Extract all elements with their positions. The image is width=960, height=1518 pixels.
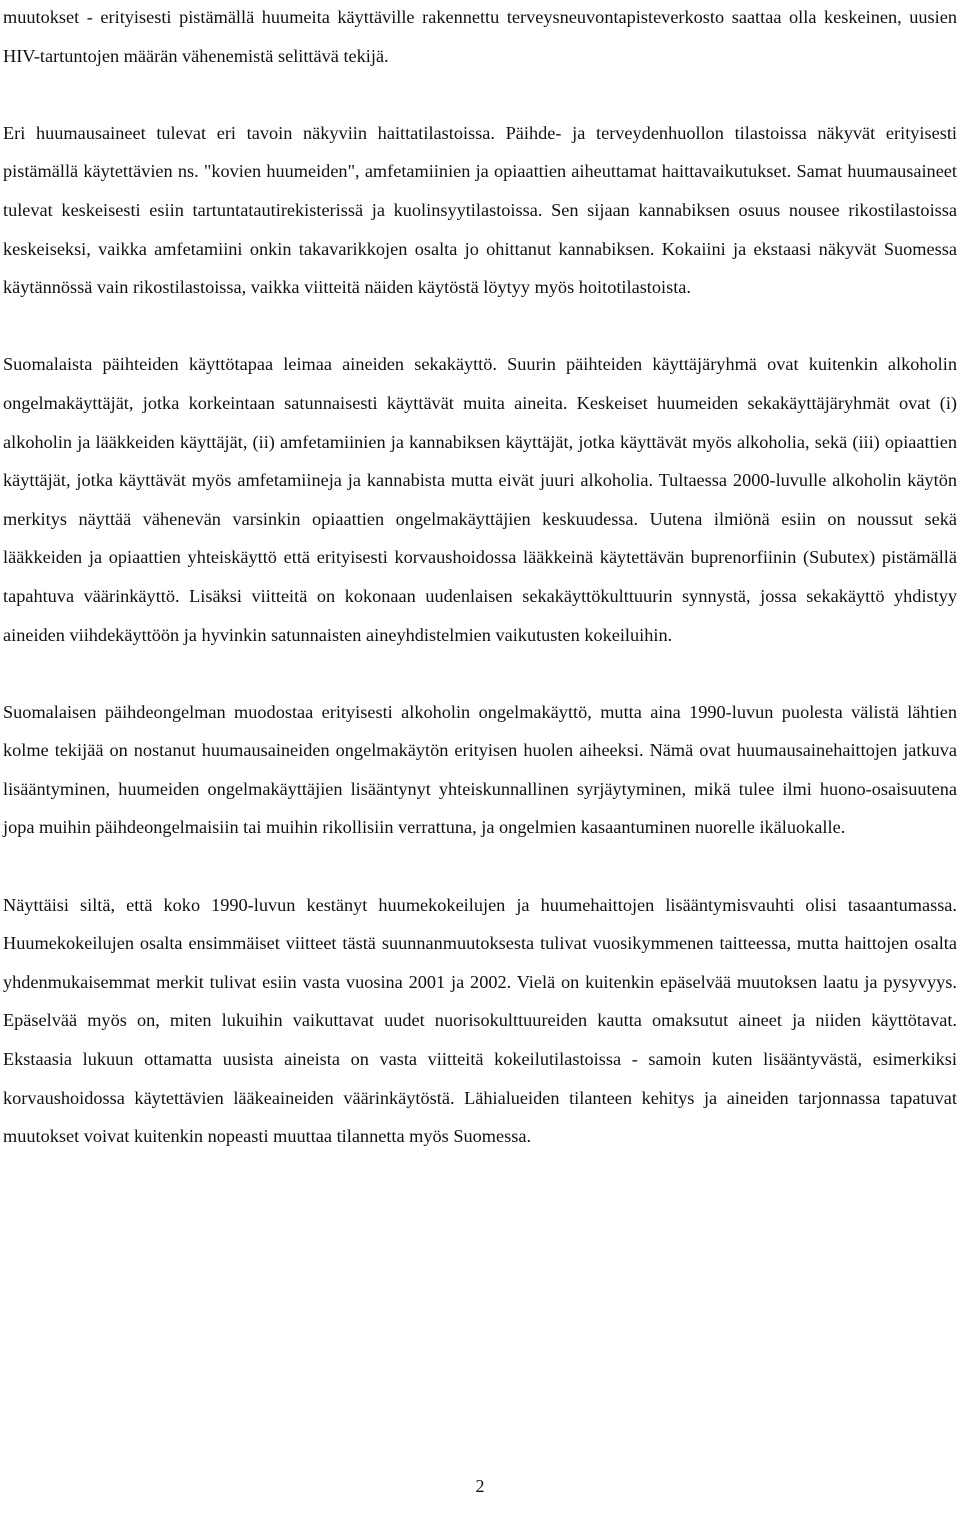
paragraph-4: Suomalaisen päihdeongelman muodostaa erityisesti alkoholin ongelmakäyttö, mutta aina 1990-luvun puolesta välistä lähtien kolme tekijää on nostanut huumausaineiden ongelmakäytön erityisen huolen aiheeksi. Nämä ovat huumausainehaittojen jatkuva lisääntyminen, huumeiden ongelmakäyttäjien lisääntynyt yhteiskunnallinen syrjäytyminen, mikä tulee ilmi huono-osaisuutena jopa muihin päihdeongelmaisiin tai muihin rikollisiin verrattuna, ja ongelmien kasaantuminen nuorelle ikäluokalle. xyxy=(3,701,957,838)
paragraph-2: Eri huumausaineet tulevat eri tavoin näkyviin haittatilastoissa. Päihde- ja terveydenhuollon tilastoissa näkyvät erityisesti pistämällä käytettävien ns. "kovien huumeiden", amfetamiinien ja opiaattien aiheuttamat haittavaikutukset. Samat huumausaineet tulevat keskeisesti esiin tartuntatautirekisterissä ja kuolinsyytilastoissa. Sen sijaan kannabiksen osuus nousee rikostilastoissa keskeiseksi, vaikka amfetamiini onkin takavarikkojen osalta jo ohittanut kannabiksen. Kokaiini ja ekstaasi näkyvät Suomessa käytännössä vain rikostilastoissa, vaikka viitteitä näiden käytöstä löytyy myös hoitotilastoista. xyxy=(3,122,957,298)
page-number: 2 xyxy=(475,1476,485,1496)
paragraph-5: Näyttäisi siltä, että koko 1990-luvun kestänyt huumekokeilujen ja huumehaittojen lisääntymisvauhti olisi tasaantumassa. Huumekokeilujen osalta ensimmäiset viitteet tästä suunnanmuutoksesta tulivat vuosikymmenen taitteessa, mutta haittojen osalta yhdenmukaisemmat merkit tulivat esiin vasta vuosina 2001 ja 2002. Vielä on kuitenkin epäselvää muutoksen laatu ja pysyvyys. Epäselvää myös on, miten lukuihin vaikuttavat uudet nuorisokulttuureiden kautta omaksutut aineet ja niiden käyttötavat. Ekstaasia lukuun ottamatta uusista aineista on vasta viitteitä kokeilutilastoissa - samoin kuten lisääntyvästä, esimerkiksi korvaushoidossa käytettävien lääkeaineiden väärinkäytöstä. Lähialueiden tilanteen kehitys ja aineiden tarjonnassa tapatuvat muutokset voivat kuitenkin nopeasti muuttaa tilannetta myös Suomessa. xyxy=(3,894,957,1147)
paragraph-3: Suomalaista päihteiden käyttötapaa leimaa aineiden sekakäyttö. Suurin päihteiden käyttäjäryhmä ovat kuitenkin alkoholin ongelmakäyttäjät, jotka korkeintaan satunnaisesti käyttävät muita aineita. Keskeiset huumeiden sekakäyttäjäryhmät ovat (i) alkoholin ja lääkkeiden käyttäjät, (ii) amfetamiinien ja kannabiksen käyttäjät, jotka käyttävät myös alkoholia, sekä (iii) opiaattien käyttäjät, jotka käyttävät myös amfetamiineja ja kannabista mutta eivät juuri alkoholia. Tultaessa 2000-luvulle alkoholin käytön merkitys näyttää vähenevän varsinkin opiaattien ongelmakäyttäjien keskuudessa. Uutena ilmiönä esiin on noussut sekä lääkkeiden ja opiaattien yhteiskäyttö että erityisesti korvaushoidossa lääkkeinä käytettävän buprenorfiinin (Subutex) pistämällä tapahtuva väärinkäyttö. Lisäksi viitteitä on kokonaan uudenlaisen sekakäyttökulttuurin synnystä, jossa sekakäyttö yhdistyy aineiden viihdekäyttöön ja hyvinkin satunnaisten aineyhdistelmien vaikutusten kokeiluihin. xyxy=(3,354,957,645)
paragraph-1: muutokset - erityisesti pistämällä huumeita käyttäville rakennettu terveysneuvontapisteverkosto saattaa olla keskeinen, uusien HIV-tartuntojen määrän vähenemistä selittävä tekijä. xyxy=(3,7,957,66)
document-page xyxy=(3,0,957,1156)
